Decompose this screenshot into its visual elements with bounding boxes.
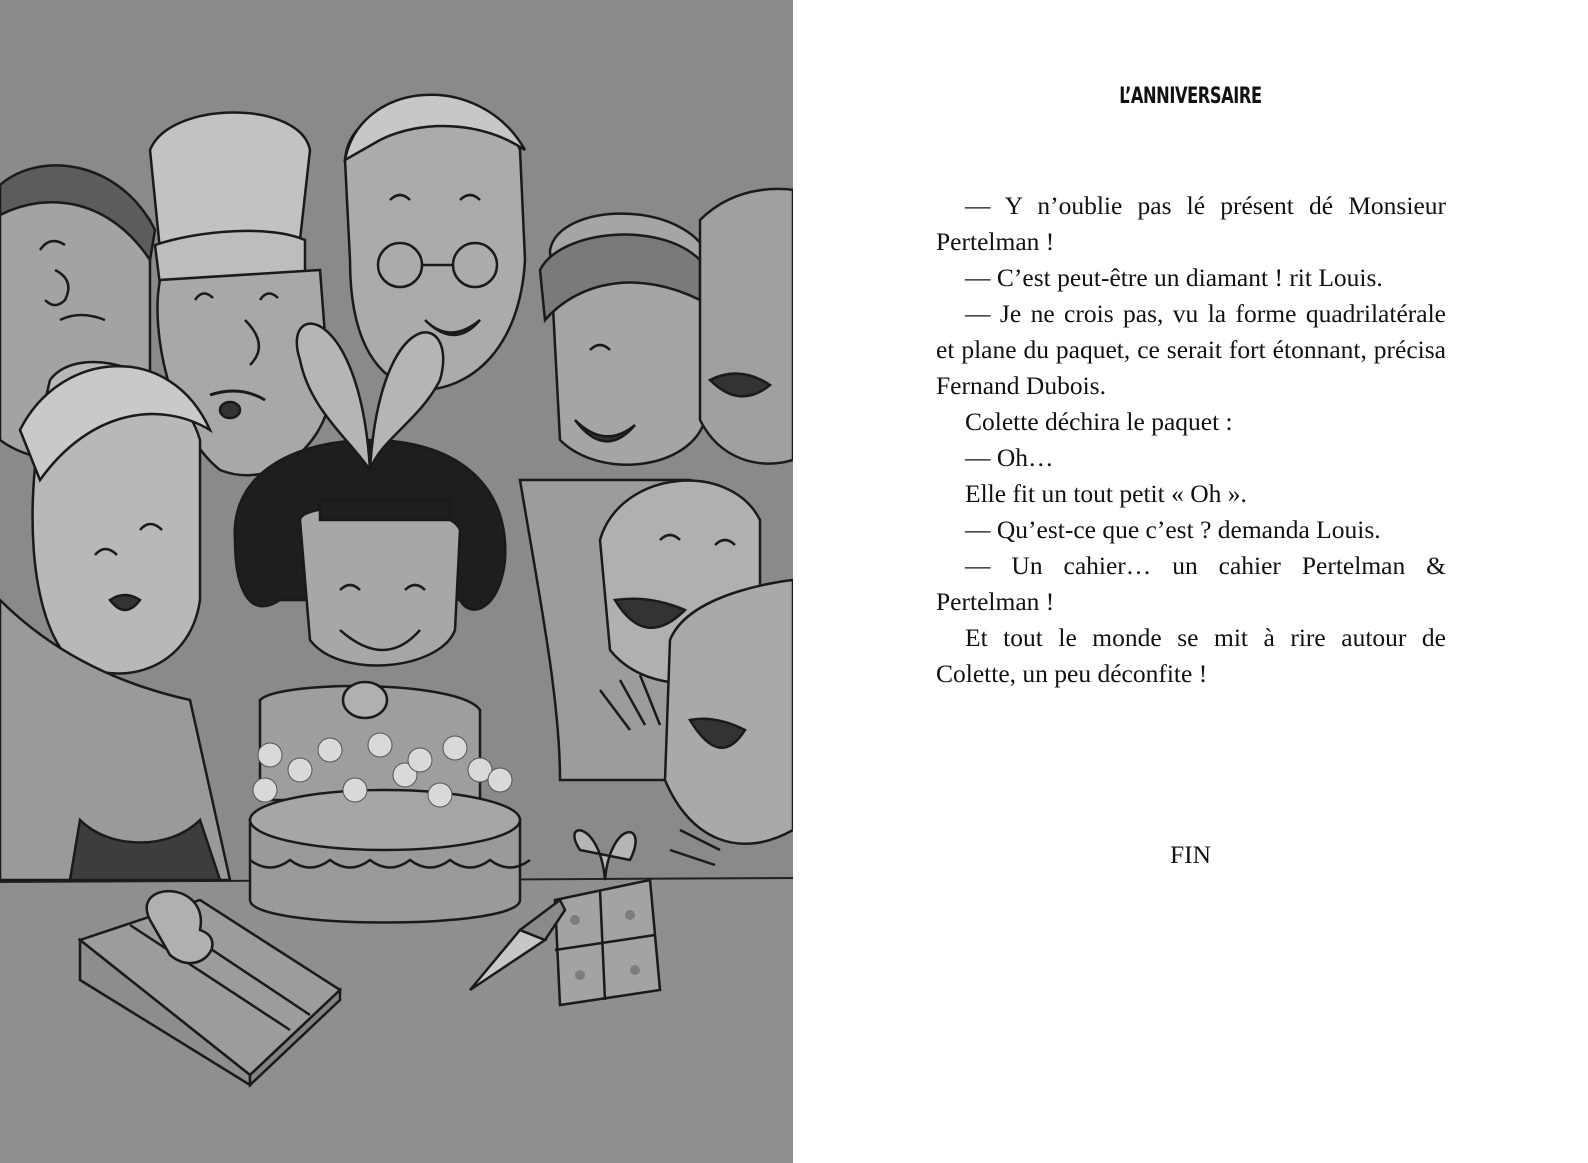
paragraph: — C’est peut-être un diamant ! rit Louis. (965, 263, 1383, 292)
paragraph: Elle fit un tout petit « Oh ». (965, 479, 1247, 508)
paragraph: — Qu’est-ce que c’est ? demanda Louis. (965, 515, 1381, 544)
story-text (936, 188, 1446, 692)
end-marker: FIN (1169, 840, 1212, 869)
paragraph: Colette déchira le paquet : (965, 407, 1233, 436)
paragraph: Et tout le monde se mit à rire autour de Colette, un peu déconfite ! (936, 623, 1446, 688)
illustration-page (0, 0, 793, 1163)
paragraph: — Oh… (965, 443, 1054, 472)
paragraph: — Un cahier… un cahier Pertelman & Pertelman ! (936, 551, 1446, 616)
guest-right-top (700, 189, 793, 464)
birthday-party-illustration (0, 0, 793, 1163)
paragraph: — Je ne crois pas, vu la forme quadrilatérale et plane du paquet, ce serait fort étonnant, précisa Fernand Dubois. (936, 299, 1446, 400)
paragraph: — Y n’oublie pas lé présent dé Monsieur Pertelman ! (936, 191, 1446, 256)
text-page (793, 0, 1588, 1163)
chapter-title: L’ANNIVERSAIRE (1119, 84, 1262, 109)
